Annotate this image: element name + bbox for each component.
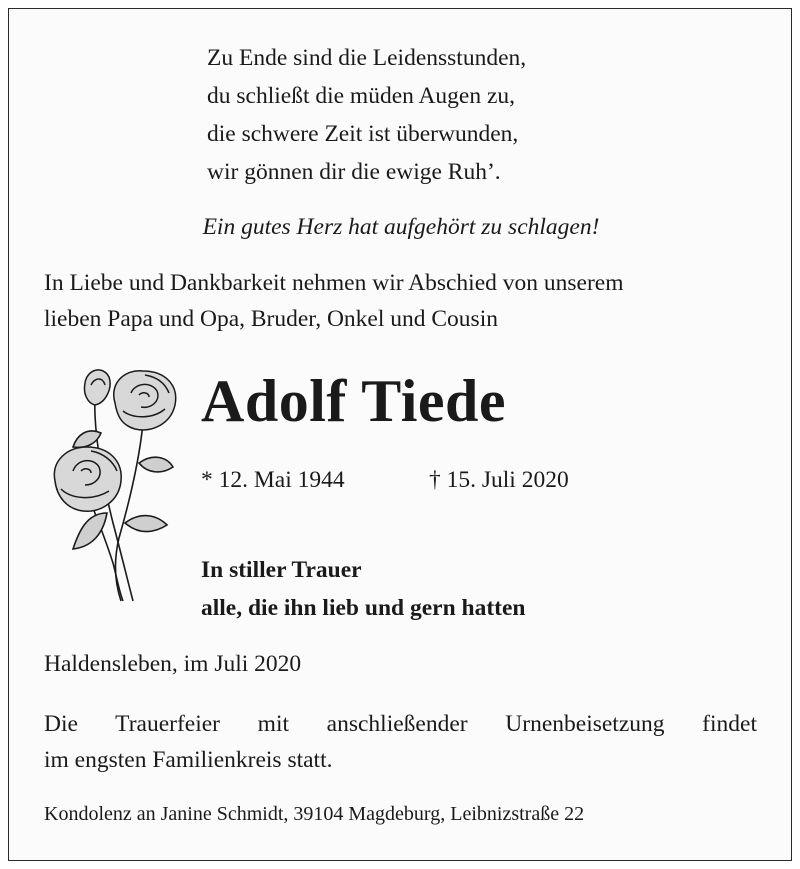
condolence-address: Kondolenz an Janine Schmidt, 39104 Magdeburg, Leibnizstraße 22 bbox=[44, 803, 585, 825]
roses-illustration-icon bbox=[43, 363, 193, 603]
poem-line: du schließt die müden Augen zu, bbox=[207, 83, 516, 109]
intro-text bbox=[44, 265, 624, 337]
deceased-name: Adolf Tiede bbox=[201, 368, 507, 434]
mourners-line: In stiller Trauer bbox=[201, 557, 362, 583]
death-date: † 15. Juli 2020 bbox=[429, 467, 569, 493]
poem-line: Zu Ende sind die Leidensstunden, bbox=[207, 45, 527, 71]
ceremony-line: im engsten Familienkreis statt. bbox=[44, 747, 333, 773]
intro-line: In Liebe und Dankbarkeit nehmen wir Abschied von unserem bbox=[44, 270, 624, 296]
ceremony-info bbox=[44, 706, 757, 778]
mourners-line: alle, die ihn lieb und gern hatten bbox=[201, 595, 526, 621]
ceremony-line: Die Trauerfeier mit anschließender Urnenbeisetzung findet bbox=[44, 711, 757, 737]
intro-line: lieben Papa und Opa, Bruder, Onkel und Cousin bbox=[44, 306, 498, 332]
poem bbox=[207, 39, 526, 191]
motto: Ein gutes Herz hat aufgehört zu schlagen! bbox=[202, 214, 600, 240]
mourners bbox=[201, 551, 525, 627]
poem-line: die schwere Zeit ist überwunden, bbox=[207, 121, 519, 147]
birth-date: * 12. Mai 1944 bbox=[201, 467, 345, 493]
obituary-notice bbox=[8, 8, 792, 861]
life-dates bbox=[201, 467, 569, 494]
place-date: Haldensleben, im Juli 2020 bbox=[44, 651, 302, 677]
poem-line: wir gönnen dir die ewige Ruh’. bbox=[207, 159, 501, 185]
